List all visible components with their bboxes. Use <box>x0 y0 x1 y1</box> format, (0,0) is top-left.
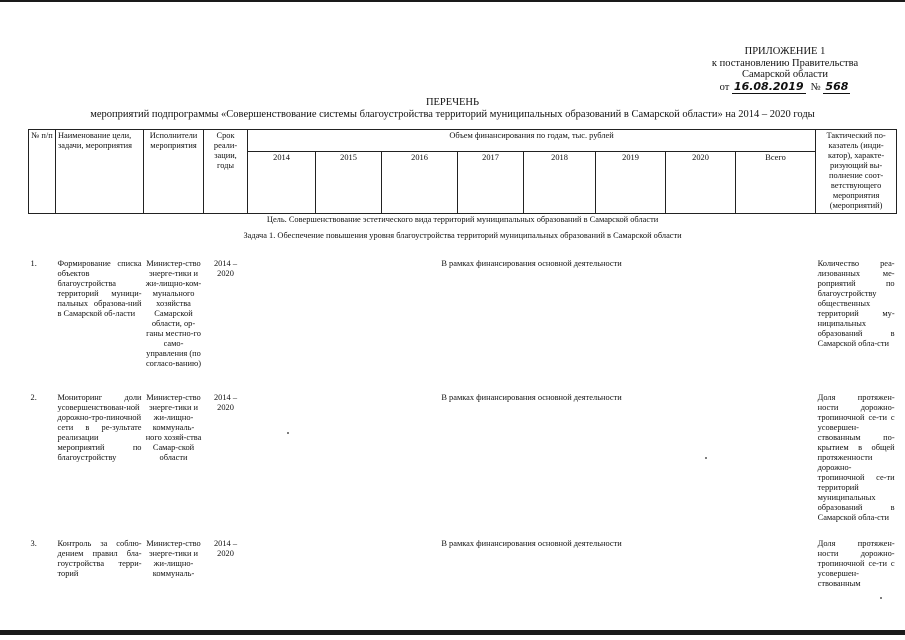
row-term: 2014 – 2020 <box>213 393 238 412</box>
scan-top-edge <box>0 0 905 2</box>
row-num: 2. <box>30 393 37 402</box>
appendix-line: к постановлению Правительства <box>711 57 859 69</box>
from-label: от <box>719 81 730 93</box>
document-title: ПЕРЕЧЕНЬ <box>425 97 480 108</box>
handwritten-date: 16.08.2019 <box>733 79 804 93</box>
appendix-line: Самарской области <box>742 69 828 80</box>
scan-speck <box>287 432 289 434</box>
header-term: Срок реали-зации, годы <box>204 130 248 214</box>
scan-speck <box>705 457 707 459</box>
row-indicator: Доля протяжен-ности дорожно-тропиночной се-ти с усовершен-ствованным <box>817 539 895 588</box>
row-executors: Министер-ство энерге-тики и жи-лищно-коммуналь-ного хозяй-ства Самар-ской области <box>145 393 202 462</box>
row-executors: Министер-ство энерге-тики и жи-лищно-коммуналь- <box>146 539 201 578</box>
header-indicator: Тактический по-казатель (инди-катор), характе-ризующий вы-полнение соот-ветствующего мероприятия (мероприятий) <box>816 130 897 214</box>
row-indicator: Количество реа-лизованных ме-роприятий по благоустройству общественных территорий му-ниципальных образований в Самарской обла-сти <box>817 259 895 348</box>
row-executors: Министер-ство энерге-тики и жи-лищно-ком-мунального хозяйства Самарской области, ор-ганы местно-го само-управления (по согласо-ванию) <box>145 259 202 368</box>
row-term: 2014 – 2020 <box>213 539 238 558</box>
header-funding: Объем финансирования по годам, тыс. рублей <box>248 130 816 152</box>
header-year: 2018 <box>524 152 596 214</box>
header-year: 2017 <box>458 152 524 214</box>
row-name: Мониторинг доли усовершенствован-ной дорожно-тро-пиночной сети в ре-зультате реализации мероприятий по благоустройству <box>57 393 142 462</box>
scan-speck <box>880 597 882 599</box>
number-label: № <box>810 81 821 93</box>
header-year: 2014 <box>248 152 316 214</box>
header-name: Наименование цели, задачи, мероприятия <box>56 130 144 214</box>
row-name: Формирование списка объектов благоустройства территорий муници-пальных образова-ний в Самарской об-ласти <box>57 259 142 318</box>
row-name: Контроль за соблю-дением правил бла-гоустройства терри-торий <box>57 539 142 578</box>
measures-table <box>28 129 897 596</box>
header-year: 2020 <box>666 152 736 214</box>
header-executors: Исполнители мероприятия <box>144 130 204 214</box>
row-funding: В рамках финансирования основной деятельности <box>441 539 622 548</box>
header-total: Всего <box>736 152 816 214</box>
appendix-date-line <box>690 81 880 94</box>
header-year: 2016 <box>382 152 458 214</box>
table-row <box>29 538 897 596</box>
table-row <box>29 258 897 392</box>
task-row: Задача 1. Обеспечение повышения уровня благоустройства территорий муниципальных образований в Самарской области <box>243 231 682 240</box>
document-subtitle: мероприятий подпрограммы «Совершенствование системы благоустройства территорий муниципальных образований в Самарской области» на 2014 – 2020 годы <box>90 109 815 120</box>
appendix-block <box>690 46 880 93</box>
table-row <box>29 392 897 538</box>
scan-bottom-edge <box>0 630 905 635</box>
header-num: № п/п <box>29 130 56 214</box>
header-year: 2019 <box>596 152 666 214</box>
handwritten-number: 568 <box>825 79 849 93</box>
header-year: 2015 <box>316 152 382 214</box>
row-num: 3. <box>30 539 37 548</box>
row-funding: В рамках финансирования основной деятельности <box>441 259 622 268</box>
goal-row: Цель. Совершенствование эстетического вида территорий муниципальных образований в Самарской области <box>266 215 659 224</box>
appendix-title: ПРИЛОЖЕНИЕ 1 <box>744 46 826 57</box>
row-term: 2014 – 2020 <box>213 259 238 278</box>
row-indicator: Доля протяжен-ности дорожно-тропиночной се-ти с усовершен-ствованным по-крытием в общей протяженности дорожно-тропиночной се-ти территорий муниципальных образований в Самарской обла-сти <box>817 393 895 522</box>
row-num: 1. <box>30 259 37 268</box>
row-funding: В рамках финансирования основной деятельности <box>441 393 622 402</box>
